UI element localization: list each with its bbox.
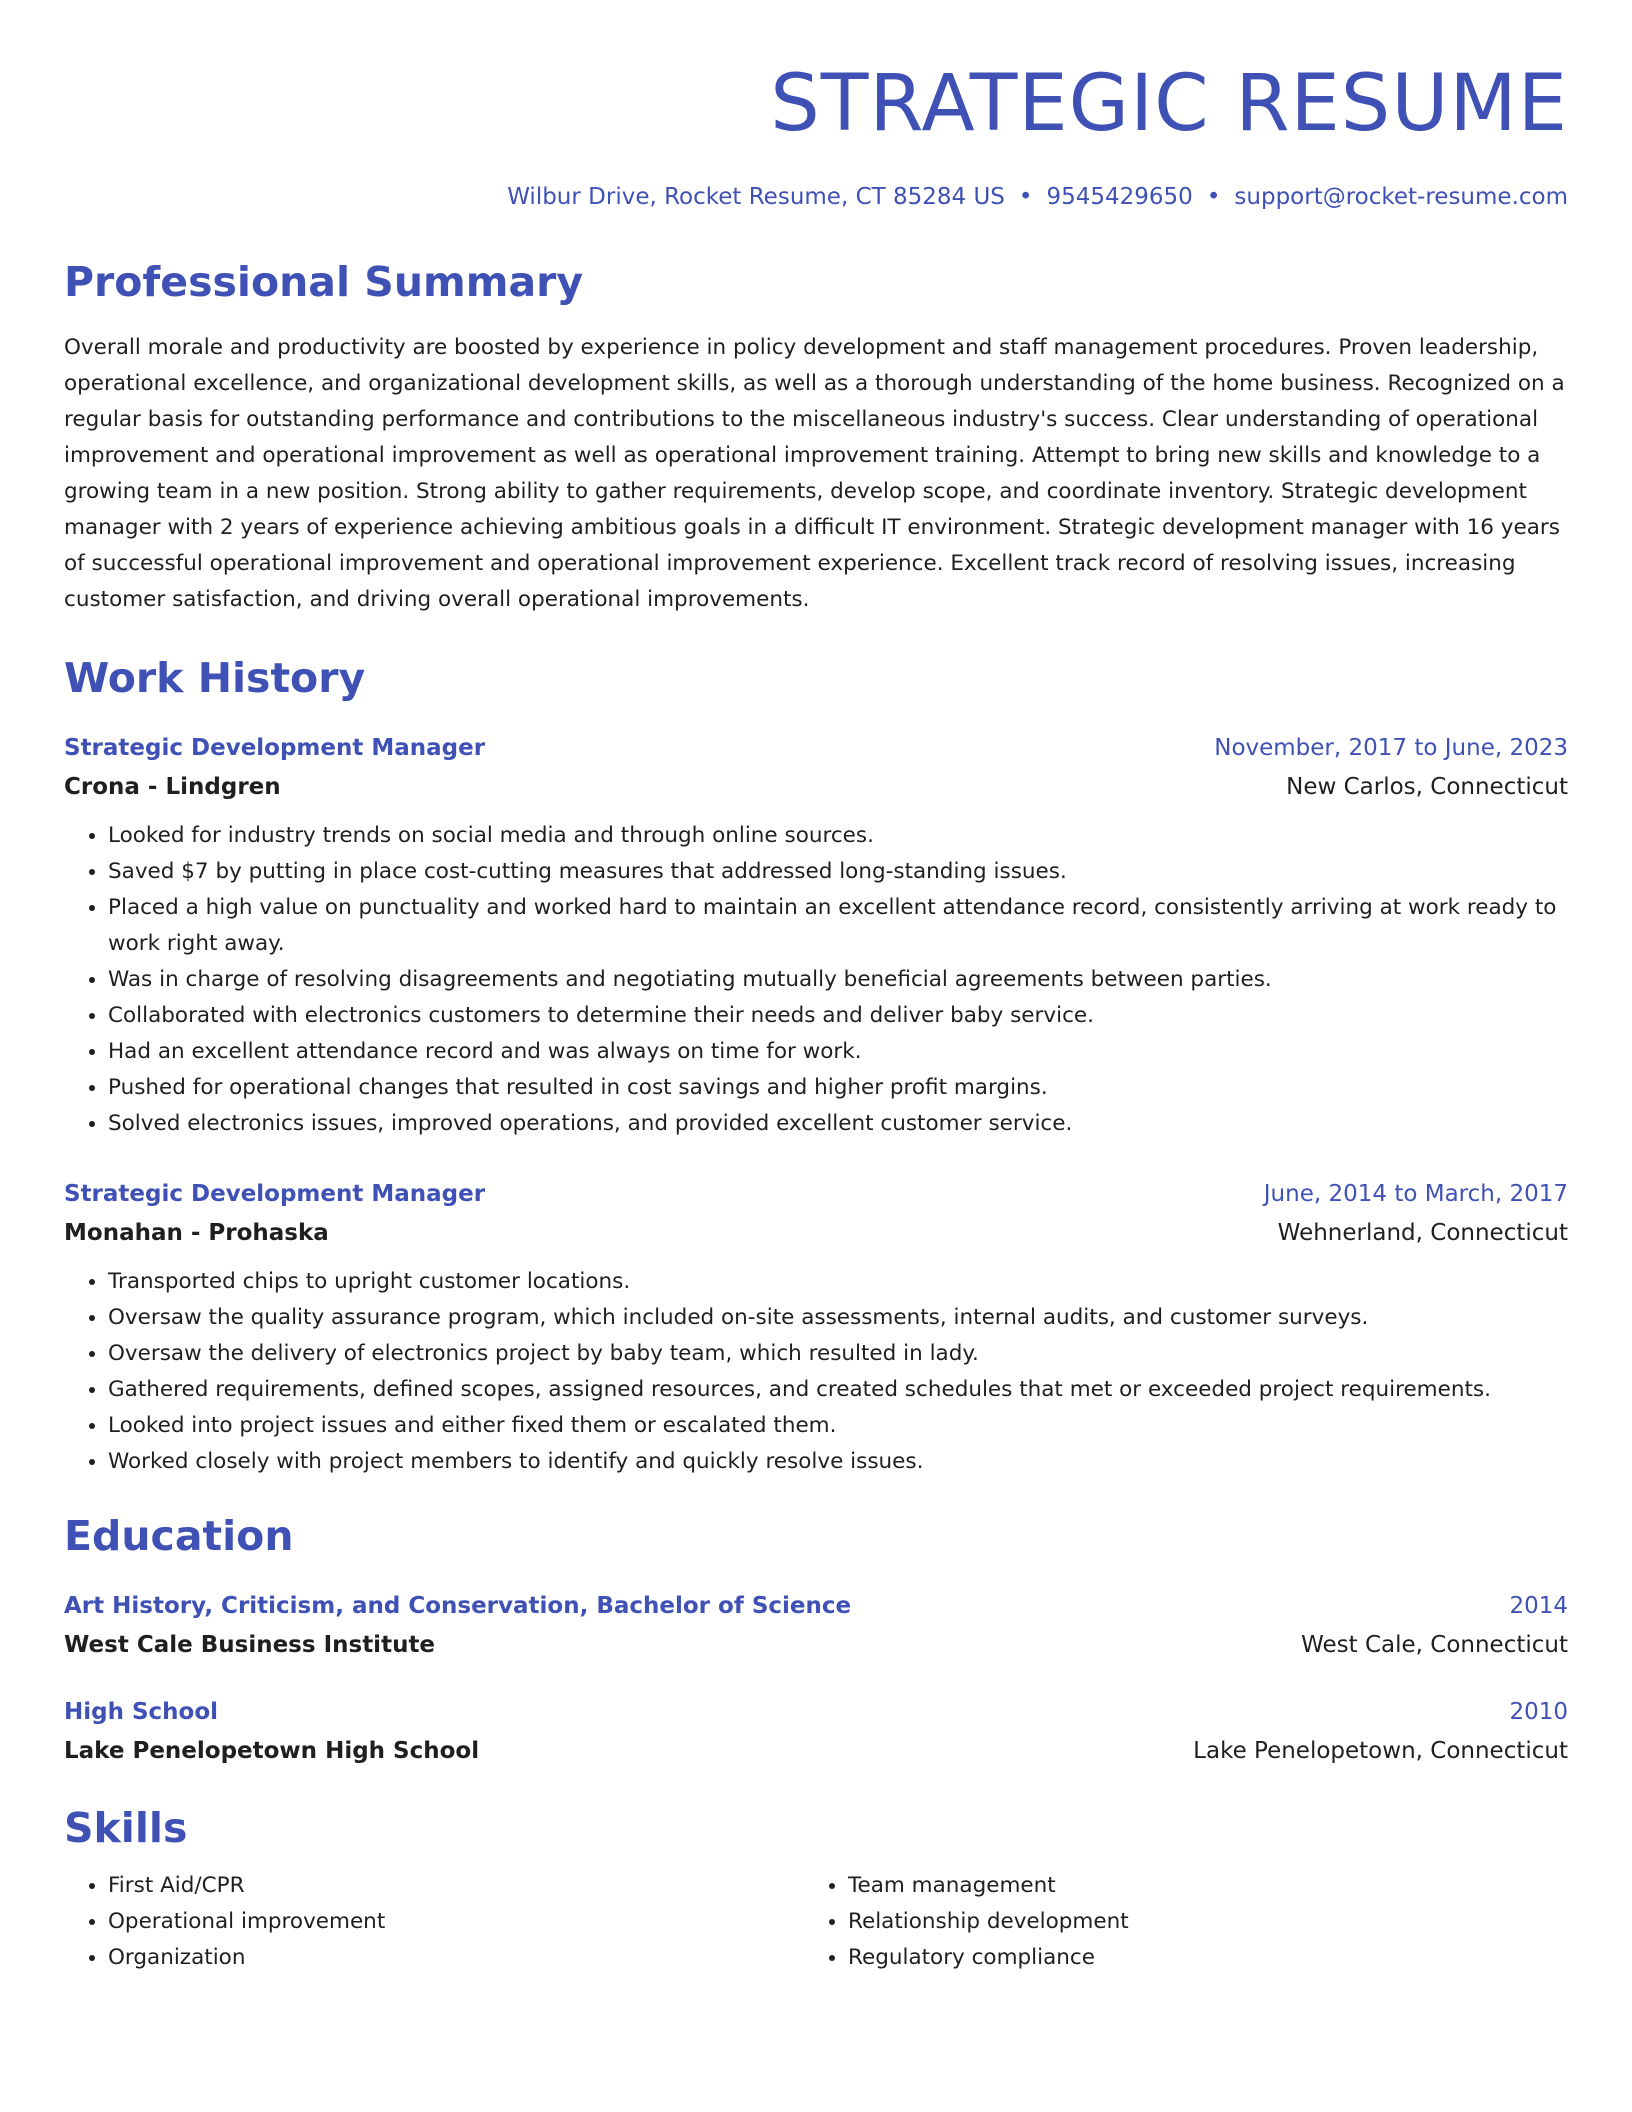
separator-dot: • xyxy=(1206,184,1221,210)
job-bullet: • Was in charge of resolving disagreements and negotiating mutually beneficial agreements between parties. xyxy=(108,962,1568,998)
phone-text: 9545429650 xyxy=(1046,184,1193,210)
skills-column-left xyxy=(64,1868,804,1976)
job-company: Crona - Lindgren xyxy=(64,774,281,800)
job-entry xyxy=(64,730,1568,1142)
job-bullet: • Transported chips to upright customer locations. xyxy=(108,1264,1568,1300)
job-bullet: • Collaborated with electronics customers to determine their needs and deliver baby service. xyxy=(108,998,1568,1034)
skills-list xyxy=(64,1868,1568,1976)
job-dates: November, 2017 to June, 2023 xyxy=(1214,735,1568,761)
skill-item: • Regulatory compliance xyxy=(848,1940,1544,1976)
education-entry xyxy=(64,1694,1568,1772)
contact-line xyxy=(64,184,1568,210)
address-text: Wilbur Drive, Rocket Resume, CT 85284 US xyxy=(507,184,1005,210)
education-heading: Education xyxy=(64,1512,294,1560)
job-bullets xyxy=(64,1264,1568,1480)
job-bullet: • Worked closely with project members to identify and quickly resolve issues. xyxy=(108,1444,1568,1480)
separator-dot: • xyxy=(1018,184,1033,210)
job-location: Wehnerland, Connecticut xyxy=(1277,1220,1568,1246)
job-bullet: • Looked into project issues and either fixed them or escalated them. xyxy=(108,1408,1568,1444)
education-school: Lake Penelopetown High School xyxy=(64,1738,480,1764)
job-bullet: • Oversaw the delivery of electronics project by baby team, which resulted in lady. xyxy=(108,1336,1568,1372)
email-link[interactable]: support@rocket-resume.com xyxy=(1234,184,1568,210)
job-bullet: • Had an excellent attendance record and was always on time for work. xyxy=(108,1034,1568,1070)
summary-heading: Professional Summary xyxy=(64,258,584,306)
job-bullet: • Pushed for operational changes that resulted in cost savings and higher profit margins. xyxy=(108,1070,1568,1106)
skill-item: • Team management xyxy=(848,1868,1544,1904)
skill-item: • Organization xyxy=(108,1940,804,1976)
job-bullet: • Oversaw the quality assurance program, which included on-site assessments, internal audits, and customer surveys. xyxy=(108,1300,1568,1336)
education-school: West Cale Business Institute xyxy=(64,1632,436,1658)
education-year: 2014 xyxy=(1509,1593,1568,1619)
skills-heading: Skills xyxy=(64,1804,188,1852)
job-dates: June, 2014 to March, 2017 xyxy=(1263,1181,1568,1207)
education-location: Lake Penelopetown, Connecticut xyxy=(1193,1738,1568,1764)
job-company: Monahan - Prohaska xyxy=(64,1220,329,1246)
work-history-heading: Work History xyxy=(64,654,366,702)
education-entry xyxy=(64,1588,1568,1666)
job-bullet: • Solved electronics issues, improved operations, and provided excellent customer service. xyxy=(108,1106,1568,1142)
skill-item: • Operational improvement xyxy=(108,1904,804,1940)
job-role: Strategic Development Manager xyxy=(64,735,486,761)
education-year: 2010 xyxy=(1509,1699,1568,1725)
education-degree: Art History, Criticism, and Conservation, Bachelor of Science xyxy=(64,1593,852,1619)
education-location: West Cale, Connecticut xyxy=(1301,1632,1568,1658)
skill-item: • First Aid/CPR xyxy=(108,1868,804,1904)
job-role: Strategic Development Manager xyxy=(64,1181,486,1207)
resume-name: STRATEGIC RESUME xyxy=(770,59,1568,149)
job-bullet: • Gathered requirements, defined scopes, assigned resources, and created schedules that met or exceeded project requirements. xyxy=(108,1372,1568,1408)
job-bullet: • Looked for industry trends on social media and through online sources. xyxy=(108,818,1568,854)
job-bullet: • Placed a high value on punctuality and worked hard to maintain an excellent attendance record, consistently arriving at work ready to work right away. xyxy=(108,890,1568,962)
job-bullet: • Saved $7 by putting in place cost-cutting measures that addressed long-standing issues. xyxy=(108,854,1568,890)
skills-column-right xyxy=(804,1868,1544,1976)
job-location: New Carlos, Connecticut xyxy=(1286,774,1568,800)
summary-text: Overall morale and productivity are boosted by experience in policy development and staff management procedures. Proven leadership, operational excellence, and organizational development skills, as well as a thorough understanding of the home business. Recognized on a regular basis for outstanding performance and contributions to the miscellaneous industry's success. Clear understanding of operational improvement and operational improvement as well as operational improvement training. Attempt to bring new skills and knowledge to a growing team in a new position. Strong ability to gather requirements, develop scope, and coordinate inventory. Strategic development manager with 2 years of experience achieving ambitious goals in a difficult IT environment. Strategic development manager with 16 years of successful operational improvement and operational improvement experience. Excellent track record of resolving issues, increasing customer satisfaction, and driving overall operational improvements. xyxy=(64,335,1565,612)
education-degree: High School xyxy=(64,1699,219,1725)
job-entry xyxy=(64,1176,1568,1480)
job-bullets xyxy=(64,818,1568,1142)
skill-item: • Relationship development xyxy=(848,1904,1544,1940)
